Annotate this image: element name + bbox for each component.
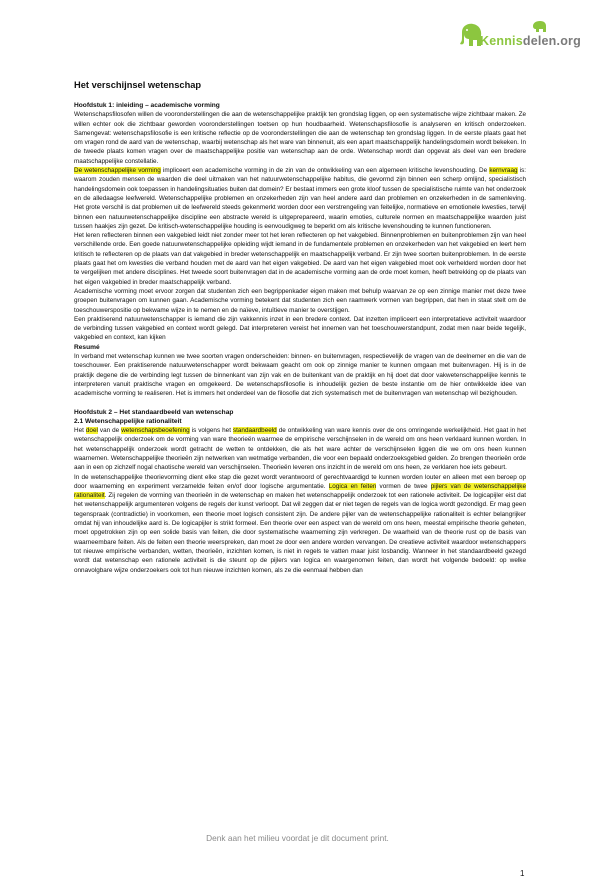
footer-note: Denk aan het milieu voordat je dit document print.: [206, 833, 389, 843]
small-elephant-icon: [530, 20, 558, 34]
highlight: standaardbeeld: [232, 427, 277, 435]
paragraph: In de wetenschappelijke theorievorming dient elke stap die gezet wordt verantwoord of gerechtvaardigd te kunnen worden louter en alleen met een beroep op door waarneming en experiment verzamelde feiten en/of door logische argumentatie. Logica en feiten vormen de twee pijlers van de wetenschappelijke rationaliteit. Zij regelen de vorming van theorieën in de wetenschap en maken het wetenschappelijk onderzoek tot een rationele activiteit. De logicapijler eist dat het wetenschappelijk argumenteren volgens de regels der kunst verloopt. Dat wil zeggen dat er niet tegen de regels van de logica wordt gezondigd. Er mag geen tegenspraak (contradictie) in voorkomen, een theorie moet logisch consistent zijn. De andere pijler van de wetenschappelijke rationaliteit is echter belangrijker omdat hij van inhoudelijke aard is. De logicapijler is strikt formeel. Een theorie over een aspect van de wereld om ons heen, meestal empirische theorie geheten, moet opgetrokken zijn op een solide basis van feiten, die door systematische waarneming zijn verkregen. De waarheid van de theorie rust op de basis van waarneembare feiten. Als de feiten een theorie weerspreken, dan moet ze door een andere worden vervangen. De creatieve activiteit waardoor wetenschappers tot nieuwe empirische verbanden, wetten, theorieën, inzichten komen, is niet in regels te vatten maar juist losbandig. Wanneer in het standaardbeeld gezegd wordt dat wetenschap een rationele activiteit is die steunt op de pijlers van logica en waargenomen feiten, dan wordt het volgende bedoeld: op welke onnavolgbare wijze onderzoekers ook tot hun nieuwe inzichten komen, als ze die eenmaal hebben dan: [74, 473, 526, 574]
highlight: kernvraag: [489, 167, 518, 175]
logo-wordmark: Kennisdelen.org: [480, 34, 581, 48]
highlight: wetenschapsbeoefening: [121, 427, 190, 435]
highlight: Logica en feiten: [328, 482, 377, 490]
page-number: 1: [520, 869, 525, 878]
section-heading: 2.1 Wetenschappelijke rationaliteit: [74, 417, 182, 425]
paragraph: Wetenschapsfilosofen willen de vooronderstellingen die aan de wetenschappelijke praktijk ten grondslag liggen, op een systematische wijze zichtbaar maken. Ze willen echter ook die zichtbaar geworden vooronderstellingen toetsen op hun houdbaarheid. Wetenschapsfilosofie is analyseren en kritisch onderzoeken. Samengevat: wetenschapsfilosofie is een kritische reflectie op de vooronderstellingen die aan de wetenschap ten grondslag liggen. In de eerste plaats gaat het om vragen rond de aard van de wetenschap, waarbij wetenschap als het ware van binnenuit, als een apart maatschappelijk handelingsdomein wordt bekeken. In de tweede plaats komen vragen over de maatschappelijke positie van wetenschap aan de orde. Wetenschap wordt dan opgevat als deel van een bredere maatschappelijke constellatie.: [74, 111, 526, 165]
highlight: De wetenschappelijke vorming: [74, 167, 161, 175]
chapter-2-heading: Hoofdstuk 2 – Het standaardbeeld van wetenschap: [74, 408, 234, 416]
chapter-1: [74, 101, 526, 399]
highlight: pijlers van de wetenschappelijke rationaliteit: [74, 482, 526, 500]
paragraph: In verband met wetenschap kunnen we twee soorten vragen onderscheiden: binnen- en buitenvragen, respectievelijk de vragen van de deelnemer en die van de toeschouwer. Een praktiserende natuurwetenschapper wordt bekwaam geacht om ook op zinnige manier te kunnen omgaan met buitenvragen. Hij is in de praktijk degene die de verbinding legt tussen de binnenkant van zijn vak en de buitenkant van de praktijk en hij doet dat door vakwetenschappelijke kennis te interpreteren vanuit praktische vragen en omgekeerd. De wetenschapsfilosofie is inhoudelijk gezien de beste instantie om de hier ontwikkelde idee van academische vorming te realiseren. Het is immers het onderdeel van de filosofie dat zich systematisch met de buitenvragen van wetenschap wil bezighouden.: [74, 353, 526, 398]
resume-label: Resumé: [74, 343, 100, 351]
paragraph: Het leren reflecteren binnen een vakgebied leidt niet zonder meer tot het leren reflecteren op het vakgebied. Binnenproblemen en buitenproblemen zijn van heel verschillende orde. Een goede natuurwetenschappelijke opleiding wijdt iemand in de fundamentele problemen en onzekerheden van het vakgebied en leert hem kritisch te reflecteren op de plaats van dat vakgebied in breder wetenschappelijk en maatschappelijk verband. Er zijn twee soorten buitenproblemen. In de eerste plaats gaat het om kwesties die verband houden met de aard van het eigen vakgebied. De aard van het eigen vakgebied moet ook verhelderd worden door het te vergelijken met andere disciplines. Het tweede soort buitenvragen dat in de academische vorming aan de orde moet komen, heeft betrekking op de plaats van het eigen vakgebied in breder maatschappelijk verband.: [74, 232, 526, 286]
paragraph: Academische vorming moet ervoor zorgen dat studenten zich een begrippenkader eigen maken met behulp waarvan ze op een zinnige manier met deze twee groepen buitenvragen om kunnen gaan. Academische vorming betekent dat studenten zich een raamwerk vormen van begrippen, dat hen in staat stelt om de toeschouwerspositie op bekwame wijze in te nemen en de naïeve, intuïtieve manier te overstijgen.: [74, 287, 526, 314]
document-page: [74, 68, 526, 575]
paragraph: Een praktiserend natuurwetenschapper is iemand die zijn vakkennis inzet in een bredere context. Dat inzetten impliceert een interpretatieve activiteit waardoor de verbinding tussen vakgebied en context wordt gelegd. Dat interpreteren vereist het innemen van het toeschouwerstandpunt, zodat men naar beide tegelijk, vakgebied en context, kan kijken: [74, 315, 526, 342]
chapter-2: [74, 408, 526, 575]
chapter-1-heading: Hoofdstuk 1: inleiding – academische vorming: [74, 102, 220, 109]
paragraph: De wetenschappelijke vorming impliceert een academische vorming in de zin van de ontwikkeling van een algemeen kritische levenshouding. De kernvraag is: waarom zouden mensen de waarden die deel uitmaken van het natuurwetenschappelijke habitus, die gevormd zijn binnen een scherp omlijnd, specialistisch handelingsdomein ook toepassen in handelingsituaties buiten dat domein? Er bestaat immers een grote kloof tussen de specialistische ruimte van het onderzoek en de alledaagse leefwereld. Wetenschappelijke problemen en onzekerheden zijn van heel andere aard dan problemen en onzekerheden in de samenleving. Het grote verschil is dat problemen uit de leefwereld steeds gekenmerkt worden door een verstrengeling van feitelijke, normatieve en emotionele kwesties, terwijl binnen een natuurwetenschappelijke discipline een abstracte wereld is uitgeprepareerd, waarin emoties, culturele normen en maatschappelijke waarden juist tussen haakjes zijn gezet. De kritisch-wetenschappelijke houding is eenvoudigweg te beperkt om als kritische levenshouding te kunnen functioneren.: [74, 167, 527, 230]
paragraph: Het doel van de wetenschapsbeoefening is volgens het standaardbeeld de ontwikkeling van ware kennis over de ons omringende werkelijkheid. Het gaat in het wetenschappelijk onderzoek om de vorming van ware theorieën waarmee de empirische verschijnselen in de wereld om ons heen verklaard kunnen worden. In het wetenschappelijk onderzoek wordt getracht de wetten te ontdekken, die als het ware achter de verschijnselen liggen die we om ons heen kunnen waarnemen. Wetenschappelijke theorieën zijn netwerken van wetmatige verbanden, die voor een bepaald onderzoeksgebied gelden. Zo brengen theorieën orde aan in een op zichzelf nogal chaotische wereld van verschijnselen. Theorieën leveren ons inzicht in de wereld om ons heen, ze verklaren hoe iets gebeurt.: [74, 427, 526, 472]
kennisdelen-logo: [458, 20, 581, 60]
highlight: doel: [85, 427, 98, 435]
document-title: Het verschijnsel wetenschap: [74, 80, 202, 90]
